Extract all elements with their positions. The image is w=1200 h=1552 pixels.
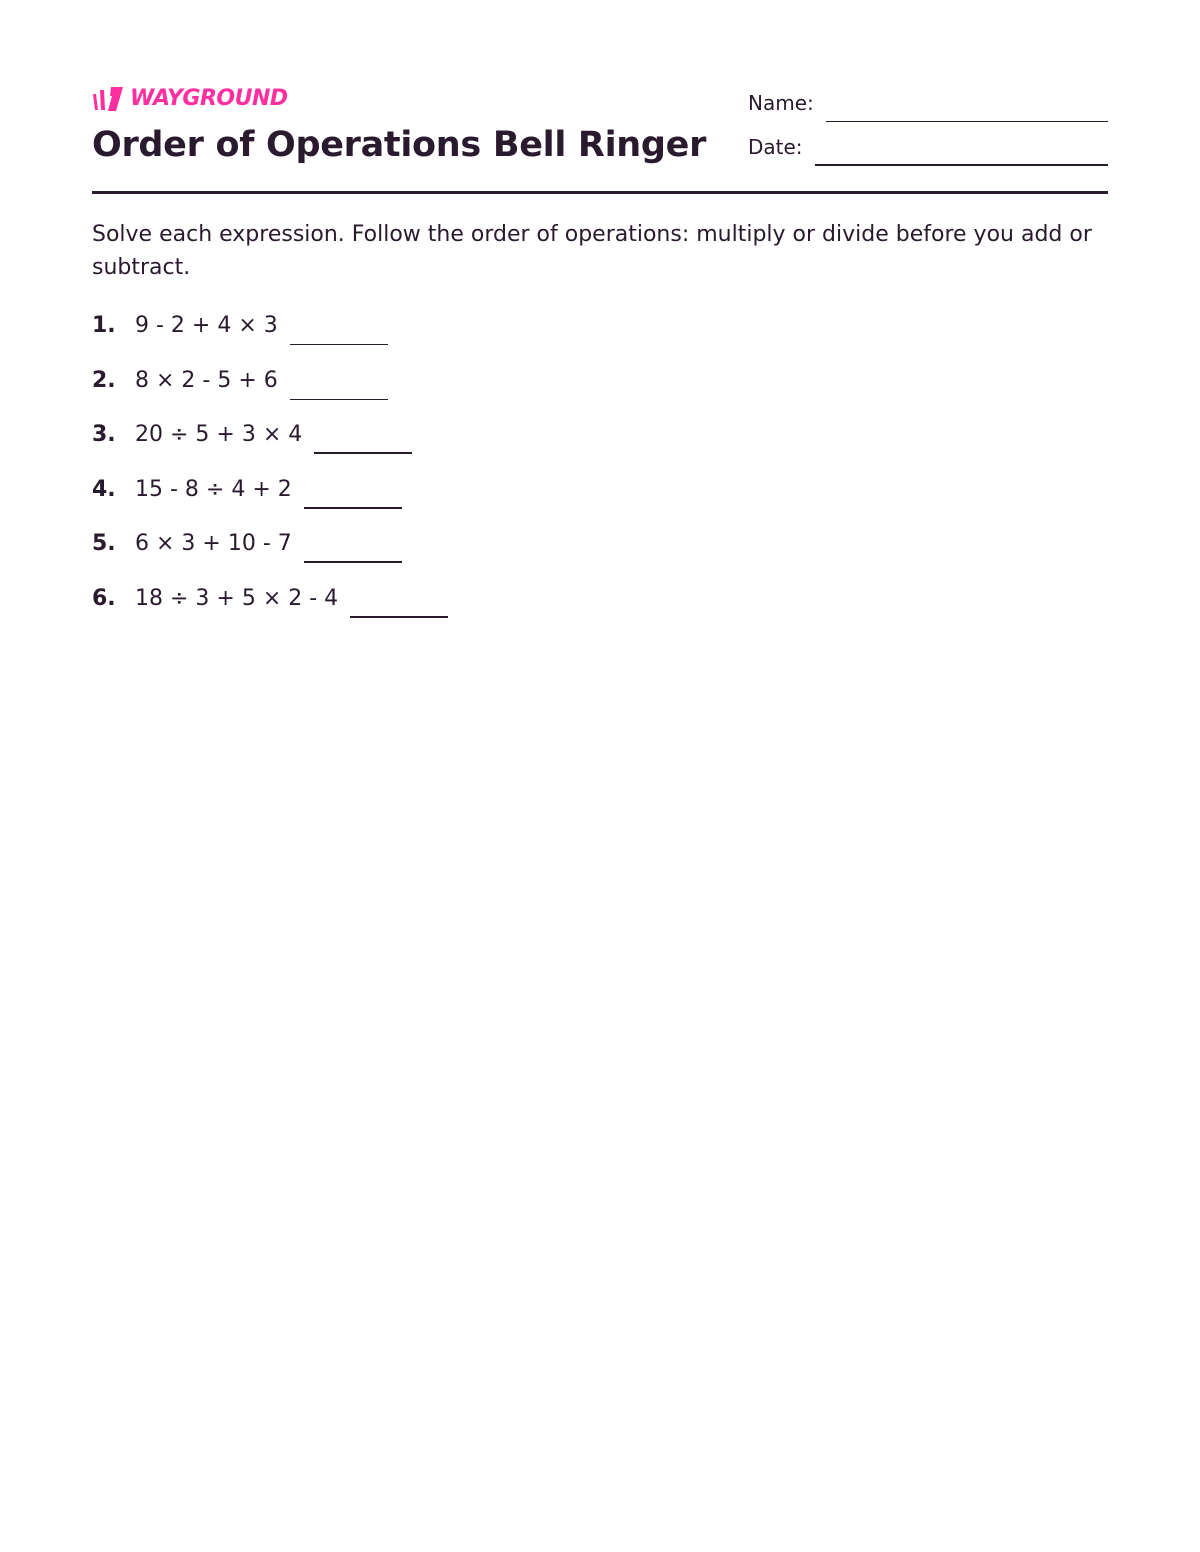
question-number: 3. — [92, 422, 116, 448]
date-input-line[interactable] — [815, 144, 1108, 166]
brand — [92, 86, 288, 112]
header-divider — [92, 191, 1108, 194]
brand-name: WAYGROUND — [130, 86, 288, 111]
name-input-line[interactable] — [826, 101, 1108, 122]
question-expression: 18 ÷ 3 + 5 × 2 - 4 — [135, 585, 339, 611]
page-title: Order of Operations Bell Ringer — [92, 125, 707, 165]
question-item — [92, 365, 448, 397]
instructions: Solve each expression. Follow the order of operations: multiply or divide before you add or subtract. — [92, 222, 1092, 280]
answer-blank[interactable] — [304, 561, 402, 563]
question-number: 6. — [92, 585, 116, 611]
question-number: 1. — [92, 313, 116, 338]
question-expression: 20 ÷ 5 + 3 × 4 — [135, 422, 303, 448]
question-expression: 8 × 2 - 5 + 6 — [135, 367, 278, 393]
question-number: 2. — [92, 367, 116, 393]
worksheet-page — [92, 0, 1108, 1552]
question-number: 5. — [92, 531, 116, 557]
question-item — [92, 419, 448, 451]
name-label: Name: — [748, 91, 814, 115]
answer-blank[interactable] — [290, 344, 388, 345]
date-label: Date: — [748, 135, 803, 159]
name-field — [748, 90, 1108, 116]
question-expression: 15 - 8 ÷ 4 + 2 — [135, 476, 292, 502]
question-item — [92, 474, 448, 506]
question-item — [92, 583, 448, 615]
question-item — [92, 528, 448, 560]
wayground-logo-icon — [92, 86, 126, 112]
answer-blank[interactable] — [290, 399, 388, 400]
question-number: 4. — [92, 476, 116, 502]
answer-blank[interactable] — [314, 452, 412, 454]
question-list — [92, 310, 448, 638]
question-item — [92, 310, 448, 342]
date-field — [748, 134, 1108, 160]
question-expression: 9 - 2 + 4 × 3 — [135, 313, 278, 338]
question-expression: 6 × 3 + 10 - 7 — [135, 531, 292, 557]
answer-blank[interactable] — [304, 507, 402, 509]
answer-blank[interactable] — [350, 616, 448, 618]
